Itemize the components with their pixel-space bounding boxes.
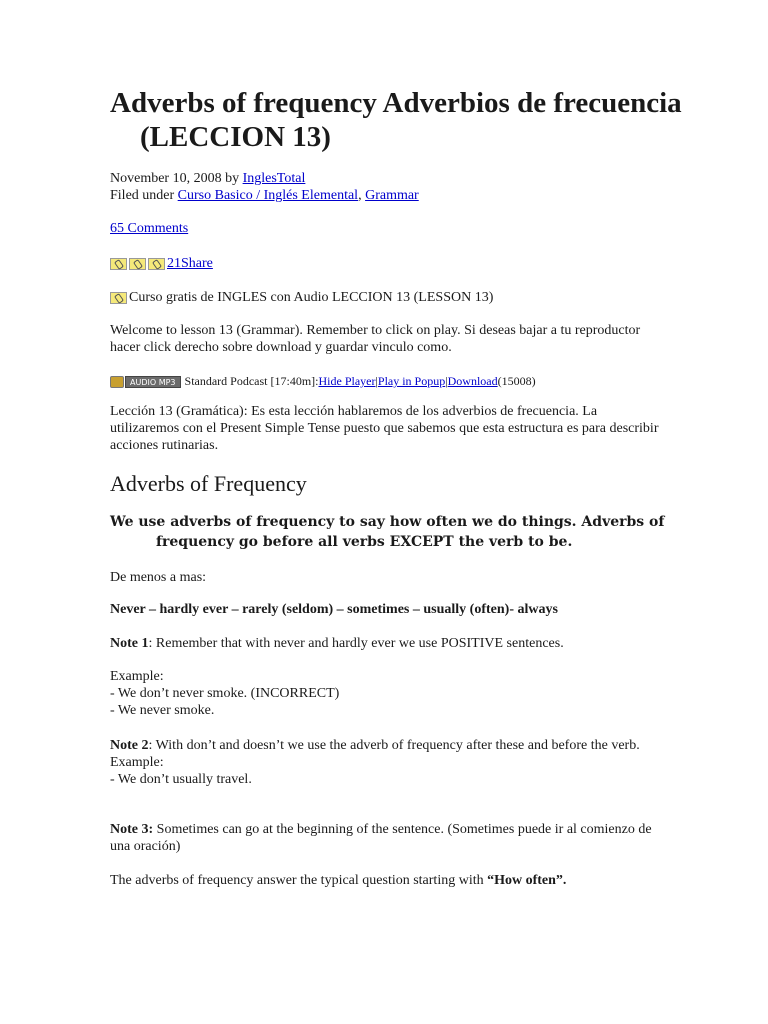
author-link[interactable]: InglesTotal xyxy=(242,171,306,186)
example-1: Example: - We don’t never smoke. (INCORRECT) - We never smoke. xyxy=(110,669,340,718)
category-link-grammar[interactable]: Grammar xyxy=(365,188,419,203)
share-row xyxy=(110,255,213,272)
play-in-popup-link[interactable]: Play in Popup xyxy=(377,374,446,388)
bookmark-icon[interactable] xyxy=(110,292,127,304)
share-link[interactable]: 21Share xyxy=(167,256,213,271)
leccion-paragraph: Lección 13 (Gramática): Es esta lección hablaremos de los adverbios de frecuencia. La utilizaremos con el Present Simple Tense puesto que sabemos que esta estructura es para describir acciones rutinarias. xyxy=(110,404,659,453)
lead-paragraph: We use adverbs of frequency to say how often we do things. Adverbs of frequency go before all verbs EXCEPT the verb to be. xyxy=(110,514,665,550)
mp3-audio-icon: AUDIO MP3 xyxy=(110,376,181,388)
post-meta-date: November 10, 2008 by InglesTotal xyxy=(110,171,306,186)
course-line: Curso gratis de INGLES con Audio LECCION 13 (LESSON 13) xyxy=(110,289,493,306)
answer-line: The adverbs of frequency answer the typical question starting with “How often”. xyxy=(110,873,567,888)
note-3: Note 3: Sometimes can go at the beginning of the sentence. (Sometimes puede ir al comienzo de una oración) xyxy=(110,822,652,854)
article-title: Adverbs of frequency Adverbios de frecuencia (LECCION 13) xyxy=(110,87,682,153)
hide-player-link[interactable]: Hide Player xyxy=(318,374,376,388)
comments-link[interactable]: 65 Comments xyxy=(110,221,189,236)
note-2: Note 2: With don’t and doesn’t we use the adverb of frequency after these and before the verb. Example: - We don’t usually travel. xyxy=(110,738,640,787)
download-link[interactable]: Download xyxy=(447,374,498,388)
bookmark-icon[interactable] xyxy=(148,258,165,270)
comments xyxy=(110,220,188,237)
bookmark-icon[interactable] xyxy=(110,258,127,270)
de-menos-label: De menos a mas: xyxy=(110,570,207,585)
frequency-scale: Never – hardly ever – rarely (seldom) – sometimes – usually (often)- always xyxy=(110,602,558,617)
post-meta-categories: Filed under Curso Basico / Inglés Elemental, Grammar xyxy=(110,188,419,203)
podcast-player-bar: AUDIO MP3 Standard Podcast [17:40m]: Hide Player | Play in Popup | Download (15008) xyxy=(110,373,536,390)
bookmark-icon[interactable] xyxy=(129,258,146,270)
section-heading: Adverbs of Frequency xyxy=(110,471,307,496)
welcome-paragraph: Welcome to lesson 13 (Grammar). Remember to click on play. Si deseas bajar a tu reproductor hacer click derecho sobre download y guardar vinculo como. xyxy=(110,323,641,355)
note-1: Note 1: Remember that with never and hardly ever we use POSITIVE sentences. xyxy=(110,636,564,651)
category-link-basico[interactable]: Curso Basico / Inglés Elemental xyxy=(177,188,359,203)
music-file-icon xyxy=(110,376,124,388)
